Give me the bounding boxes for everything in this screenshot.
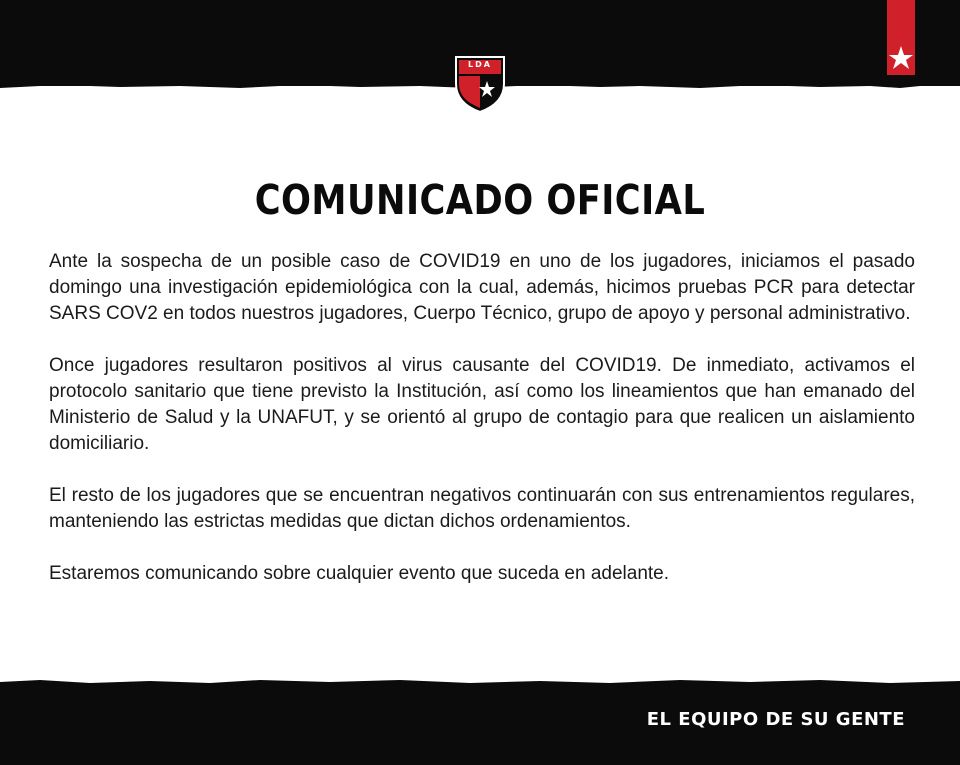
crest-letters: LDA [468,60,492,69]
paragraph-2: Once jugadores resultaron positivos al virus causante del COVID19. De inmediato, activamos el protocolo sanitario que tiene previsto la Institución, así como los lineamientos que han emanado del Ministerio de Salud y la UNAFUT, y se orientó al grupo de contagio para que realicen un aislamiento domiciliario. [49,355,915,454]
star-ribbon-icon [887,0,915,75]
statement-body [49,249,915,613]
paragraph-1: Ante la sospecha de un posible caso de COVID19 en uno de los jugadores, iniciamos el pasado domingo una investigación epidemiológica con la cual, además, hicimos pruebas PCR para detectar SARS COV2 en todos nuestros jugadores, Cuerpo Técnico, grupo de apoyo y personal administrativo. [49,251,915,324]
paragraph-3: El resto de los jugadores que se encuentran negativos continuarán con sus entrenamientos regulares, manteniendo las estrictas medidas que dictan dichos ordenamientos. [49,485,915,532]
paragraph-4: Estaremos comunicando sobre cualquier evento que suceda en adelante. [49,563,670,584]
page-title: COMUNICADO OFICIAL [254,176,706,224]
footer-tagline: EL EQUIPO DE SU GENTE [646,709,905,730]
